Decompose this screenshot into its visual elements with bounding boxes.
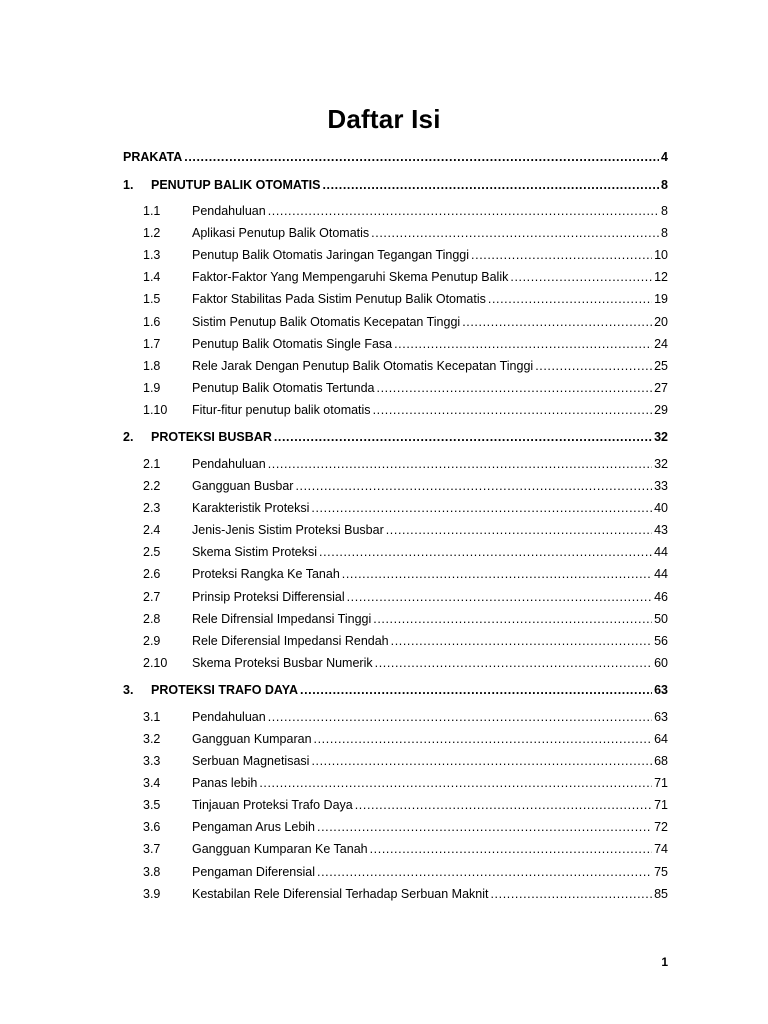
toc-entry-number: 1.7 — [143, 337, 161, 351]
toc-entry-page: 10 — [654, 248, 668, 262]
toc-entry-number: 2.7 — [143, 590, 161, 604]
toc-entry[interactable] — [143, 589, 668, 605]
toc-entry-label: Kestabilan Rele Diferensial Terhadap Serbuan Maknit — [192, 887, 489, 901]
toc-entry[interactable] — [143, 500, 668, 516]
toc-entry-number: 3.2 — [143, 732, 161, 746]
toc-chapter[interactable] — [123, 429, 668, 445]
dot-leader — [355, 797, 652, 813]
page-number: 1 — [661, 955, 668, 969]
toc-entry-label: Karakteristik Proteksi — [192, 501, 310, 515]
dot-leader — [373, 611, 652, 627]
dot-leader — [373, 402, 653, 418]
toc-entry-number: 1.10 — [143, 403, 168, 417]
dot-leader — [295, 478, 652, 494]
toc-entry-page: 32 — [654, 457, 668, 471]
toc-entry-page: 40 — [654, 501, 668, 515]
toc-entry-number: 1.2 — [143, 226, 161, 240]
toc-entry-label: PRAKATA — [123, 150, 183, 164]
toc-entry-number: 2.10 — [143, 656, 168, 670]
toc-entry-label: Pendahuluan — [192, 710, 266, 724]
dot-leader — [259, 775, 652, 791]
dot-leader — [184, 149, 659, 165]
toc-entry-page: 25 — [654, 359, 668, 373]
dot-leader — [300, 682, 652, 698]
toc-entry[interactable] — [143, 291, 668, 307]
dot-leader — [391, 633, 652, 649]
toc-entry[interactable] — [143, 566, 668, 582]
toc-entry-number: 2.9 — [143, 634, 161, 648]
toc-entry[interactable] — [143, 336, 668, 352]
toc-entry[interactable] — [143, 753, 668, 769]
toc-entry[interactable] — [143, 864, 668, 880]
dot-leader — [268, 709, 652, 725]
dot-leader — [394, 336, 652, 352]
toc-entry-label: Proteksi Rangka Ke Tanah — [192, 567, 340, 581]
toc-entry-page: 46 — [654, 590, 668, 604]
toc-entry-label: Gangguan Busbar — [192, 479, 294, 493]
dot-leader — [510, 269, 652, 285]
toc-chapter[interactable] — [123, 177, 668, 193]
toc-entry-label: Sistim Penutup Balik Otomatis Kecepatan Tinggi — [192, 315, 461, 329]
toc-entry[interactable] — [143, 402, 668, 418]
toc-entry-label: PENUTUP BALIK OTOMATIS — [151, 178, 321, 192]
toc-entry-page: 50 — [654, 612, 668, 626]
toc-entry[interactable] — [143, 775, 668, 791]
dot-leader — [268, 456, 652, 472]
toc-entry-number: 1.8 — [143, 359, 161, 373]
toc-entry-label: Tinjauan Proteksi Trafo Daya — [192, 798, 353, 812]
toc-entry-label: Gangguan Kumparan — [192, 732, 312, 746]
toc-entry-number: 2. — [123, 430, 134, 444]
dot-leader — [462, 314, 652, 330]
toc-entry-label: Fitur-fitur penutup balik otomatis — [192, 403, 371, 417]
dot-leader — [535, 358, 652, 374]
toc-entry[interactable] — [143, 655, 668, 671]
toc-entry[interactable] — [143, 709, 668, 725]
toc-entry-page: 44 — [654, 567, 668, 581]
toc-entry-label: Pendahuluan — [192, 457, 266, 471]
toc-entry-page: 19 — [654, 292, 668, 306]
toc-entry-number: 3. — [123, 683, 134, 697]
toc-entry-number: 1. — [123, 178, 134, 192]
toc-entry[interactable] — [143, 314, 668, 330]
dot-leader — [347, 589, 652, 605]
toc-entry-page: 71 — [654, 798, 668, 812]
toc-entry-number: 1.1 — [143, 204, 161, 218]
toc-entry-label: Prinsip Proteksi Differensial — [192, 590, 345, 604]
dot-leader — [268, 203, 659, 219]
dot-leader — [377, 380, 653, 396]
toc-entry[interactable] — [143, 203, 668, 219]
toc-entry[interactable] — [143, 841, 668, 857]
toc-entry-page: 4 — [661, 150, 668, 164]
toc-entry-number: 3.5 — [143, 798, 161, 812]
toc-entry-page: 64 — [654, 732, 668, 746]
dot-leader — [314, 731, 653, 747]
toc-chapter[interactable] — [123, 682, 668, 698]
toc-entry[interactable] — [143, 544, 668, 560]
toc-entry-label: Panas lebih — [192, 776, 258, 790]
toc-entry[interactable] — [143, 633, 668, 649]
document-title: Daftar Isi — [327, 104, 441, 134]
toc-entry-number: 3.8 — [143, 865, 161, 879]
toc-entry-number: 2.4 — [143, 523, 161, 537]
toc-entry-page: 8 — [661, 226, 668, 240]
dot-leader — [317, 864, 652, 880]
toc-entry-page: 20 — [654, 315, 668, 329]
toc-entry-page: 24 — [654, 337, 668, 351]
toc-entry[interactable] — [143, 731, 668, 747]
dot-leader — [319, 544, 652, 560]
toc-entry-number: 1.9 — [143, 381, 161, 395]
toc-entry-page: 85 — [654, 887, 668, 901]
toc-entry-page: 32 — [654, 430, 668, 444]
toc-entry-page: 56 — [654, 634, 668, 648]
toc-entry-page: 43 — [654, 523, 668, 537]
toc-entry[interactable] — [143, 247, 668, 263]
toc-entry-label: Jenis-Jenis Sistim Proteksi Busbar — [192, 523, 384, 537]
dot-leader — [274, 429, 652, 445]
toc-entry-page: 60 — [654, 656, 668, 670]
toc-entry-number: 3.3 — [143, 754, 161, 768]
toc-entry-page: 8 — [661, 178, 668, 192]
toc-entry[interactable] — [143, 225, 668, 241]
toc-entry-label: Penutup Balik Otomatis Tertunda — [192, 381, 375, 395]
toc-entry-label: PROTEKSI TRAFO DAYA — [151, 683, 299, 697]
toc-entry-number: 3.1 — [143, 710, 161, 724]
toc-entry-label: Serbuan Magnetisasi — [192, 754, 310, 768]
dot-leader — [311, 500, 652, 516]
toc-entry-page: 75 — [654, 865, 668, 879]
toc-entry-label: Penutup Balik Otomatis Single Fasa — [192, 337, 393, 351]
toc-entry[interactable] — [143, 269, 668, 285]
toc-entry-number: 3.6 — [143, 820, 161, 834]
toc-entry-page: 68 — [654, 754, 668, 768]
toc-entry-number: 2.5 — [143, 545, 161, 559]
dot-leader — [370, 841, 652, 857]
toc-entry-page: 8 — [661, 204, 668, 218]
toc-entry-number: 1.5 — [143, 292, 161, 306]
dot-leader — [322, 177, 659, 193]
toc-entry-number: 2.3 — [143, 501, 161, 515]
toc-entry-page: 63 — [654, 710, 668, 724]
dot-leader — [371, 225, 659, 241]
toc-entry-number: 3.9 — [143, 887, 161, 901]
toc-entry-label: Faktor-Faktor Yang Mempengaruhi Skema Penutup Balik — [192, 270, 509, 284]
toc-entry[interactable] — [143, 886, 668, 902]
dot-leader — [311, 753, 652, 769]
toc-prakata[interactable] — [123, 149, 668, 165]
toc-entry-number: 3.4 — [143, 776, 161, 790]
toc-entry-label: Pengaman Diferensial — [192, 865, 315, 879]
toc-entry-page: 12 — [654, 270, 668, 284]
toc-entry[interactable] — [143, 478, 668, 494]
toc-entry-number: 1.6 — [143, 315, 161, 329]
toc-entry-label: Pendahuluan — [192, 204, 266, 218]
toc-entry-number: 2.1 — [143, 457, 161, 471]
toc-entry-page: 44 — [654, 545, 668, 559]
dot-leader — [490, 886, 652, 902]
toc-entry[interactable] — [143, 358, 668, 374]
toc-entry-number: 2.8 — [143, 612, 161, 626]
dot-leader — [375, 655, 652, 671]
toc-entry-page: 74 — [654, 842, 668, 856]
dot-leader — [488, 291, 652, 307]
dot-leader — [386, 522, 652, 538]
toc-entry-label: Faktor Stabilitas Pada Sistim Penutup Balik Otomatis — [192, 292, 486, 306]
toc-entry-number: 2.6 — [143, 567, 161, 581]
toc-entry-number: 2.2 — [143, 479, 161, 493]
toc-entry-page: 63 — [654, 683, 668, 697]
toc-entry[interactable] — [143, 611, 668, 627]
toc-entry[interactable] — [143, 522, 668, 538]
toc-entry-page: 71 — [654, 776, 668, 790]
toc-entry-number: 1.3 — [143, 248, 161, 262]
toc-entry-label: Penutup Balik Otomatis Jaringan Tegangan Tinggi — [192, 248, 470, 262]
toc-entry-label: Rele Diferensial Impedansi Rendah — [192, 634, 389, 648]
toc-entry-label: Gangguan Kumparan Ke Tanah — [192, 842, 368, 856]
toc-entry-label: Rele Jarak Dengan Penutup Balik Otomatis Kecepatan Tinggi — [192, 359, 534, 373]
dot-leader — [342, 566, 652, 582]
toc-entry-label: Aplikasi Penutup Balik Otomatis — [192, 226, 370, 240]
toc-entry-page: 33 — [654, 479, 668, 493]
toc-entry[interactable] — [143, 380, 668, 396]
toc-entry[interactable] — [143, 456, 668, 472]
toc-entry-label: Skema Sistim Proteksi — [192, 545, 318, 559]
toc-entry-page: 27 — [654, 381, 668, 395]
toc-entry-label: Rele Difrensial Impedansi Tinggi — [192, 612, 372, 626]
toc-entry-page: 72 — [654, 820, 668, 834]
toc-entry[interactable] — [143, 797, 668, 813]
toc-entry-label: Pengaman Arus Lebih — [192, 820, 316, 834]
toc-entry-number: 3.7 — [143, 842, 161, 856]
toc-entry-label: PROTEKSI BUSBAR — [151, 430, 272, 444]
toc-entry-page: 29 — [654, 403, 668, 417]
toc-entry-label: Skema Proteksi Busbar Numerik — [192, 656, 373, 670]
toc-entry[interactable] — [143, 819, 668, 835]
toc-entry-number: 1.4 — [143, 270, 161, 284]
dot-leader — [317, 819, 652, 835]
dot-leader — [471, 247, 652, 263]
